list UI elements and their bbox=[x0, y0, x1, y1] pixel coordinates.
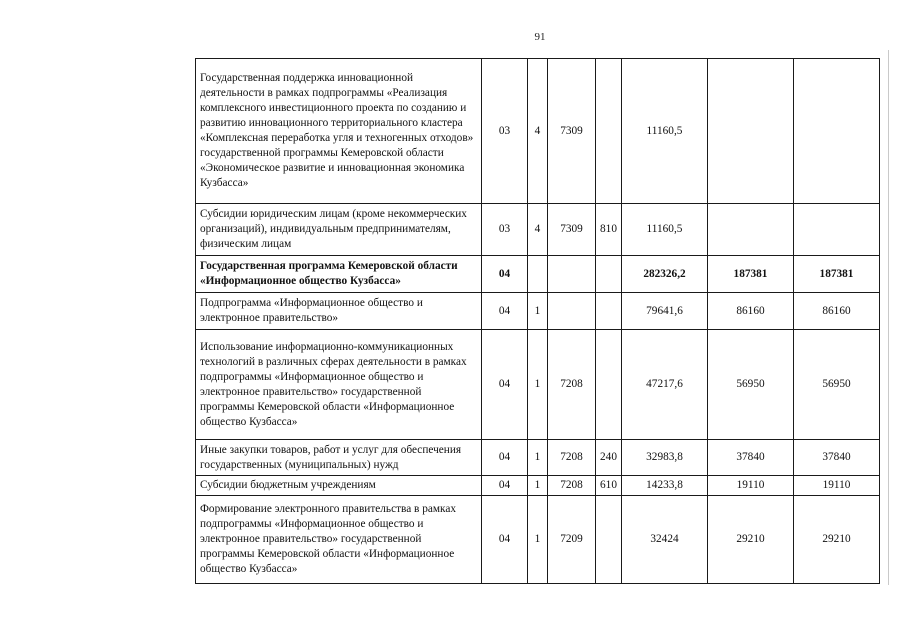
expense-type-code bbox=[596, 293, 622, 330]
amount-year3: 37840 bbox=[794, 440, 880, 476]
program-code: 04 bbox=[482, 330, 528, 440]
subprogram-code: 1 bbox=[528, 440, 548, 476]
budget-table bbox=[195, 58, 880, 584]
row-name: Субсидии бюджетным учреждениям bbox=[196, 476, 482, 496]
table-row bbox=[196, 476, 880, 496]
expense-type-code bbox=[596, 496, 622, 584]
subprogram-code: 4 bbox=[528, 59, 548, 204]
scan-edge-line bbox=[888, 50, 889, 585]
table-row bbox=[196, 496, 880, 584]
amount-year2: 19110 bbox=[708, 476, 794, 496]
subprogram-code: 1 bbox=[528, 293, 548, 330]
amount-year1: 11160,5 bbox=[622, 204, 708, 256]
amount-year2: 29210 bbox=[708, 496, 794, 584]
direction-code: 7309 bbox=[548, 204, 596, 256]
expense-type-code bbox=[596, 256, 622, 293]
direction-code: 7208 bbox=[548, 440, 596, 476]
amount-year2: 86160 bbox=[708, 293, 794, 330]
row-name: Подпрограмма «Информационное общество и электронное правительство» bbox=[196, 293, 482, 330]
program-code: 04 bbox=[482, 476, 528, 496]
expense-type-code bbox=[596, 330, 622, 440]
expense-type-code: 610 bbox=[596, 476, 622, 496]
amount-year1: 14233,8 bbox=[622, 476, 708, 496]
table-row bbox=[196, 59, 880, 204]
row-name: Государственная программа Кемеровской области «Информационное общество Кузбасса» bbox=[196, 256, 482, 293]
amount-year2: 37840 bbox=[708, 440, 794, 476]
table-row bbox=[196, 204, 880, 256]
table-row bbox=[196, 256, 880, 293]
amount-year2 bbox=[708, 59, 794, 204]
subprogram-code: 1 bbox=[528, 476, 548, 496]
row-name: Государственная поддержка инновационной деятельности в рамках подпрограммы «Реализация комплексного инвестиционного проекта по созданию и развитию инновационного территориального кластера «Комплексная переработка угля и техногенных отходов» государственной программы Кемеровской области «Экономическое развитие и инновационная экономика Кузбасса» bbox=[196, 59, 482, 204]
subprogram-code: 4 bbox=[528, 204, 548, 256]
table-row bbox=[196, 293, 880, 330]
amount-year3 bbox=[794, 204, 880, 256]
row-name: Субсидии юридическим лицам (кроме некоммерческих организаций), индивидуальным предпринимателям, физическим лицам bbox=[196, 204, 482, 256]
program-code: 04 bbox=[482, 293, 528, 330]
amount-year1: 282326,2 bbox=[622, 256, 708, 293]
row-name: Формирование электронного правительства в рамках подпрограммы «Информационное общество и электронное правительство» государственной программы Кемеровской области «Информационное общество Кузбасса» bbox=[196, 496, 482, 584]
program-code: 03 bbox=[482, 204, 528, 256]
subprogram-code bbox=[528, 256, 548, 293]
amount-year1: 79641,6 bbox=[622, 293, 708, 330]
page-number: 91 bbox=[534, 31, 546, 43]
expense-type-code: 240 bbox=[596, 440, 622, 476]
amount-year3: 56950 bbox=[794, 330, 880, 440]
row-name: Иные закупки товаров, работ и услуг для обеспечения государственных (муниципальных) нужд bbox=[196, 440, 482, 476]
direction-code: 7208 bbox=[548, 330, 596, 440]
program-code: 04 bbox=[482, 256, 528, 293]
amount-year1: 32424 bbox=[622, 496, 708, 584]
expense-type-code: 810 bbox=[596, 204, 622, 256]
amount-year3: 29210 bbox=[794, 496, 880, 584]
table-row bbox=[196, 440, 880, 476]
direction-code bbox=[548, 256, 596, 293]
amount-year1: 32983,8 bbox=[622, 440, 708, 476]
program-code: 03 bbox=[482, 59, 528, 204]
program-code: 04 bbox=[482, 440, 528, 476]
amount-year3: 187381 bbox=[794, 256, 880, 293]
subprogram-code: 1 bbox=[528, 330, 548, 440]
amount-year2: 187381 bbox=[708, 256, 794, 293]
amount-year3: 19110 bbox=[794, 476, 880, 496]
table-row bbox=[196, 330, 880, 440]
subprogram-code: 1 bbox=[528, 496, 548, 584]
direction-code: 7309 bbox=[548, 59, 596, 204]
amount-year1: 11160,5 bbox=[622, 59, 708, 204]
direction-code: 7208 bbox=[548, 476, 596, 496]
direction-code bbox=[548, 293, 596, 330]
program-code: 04 bbox=[482, 496, 528, 584]
amount-year1: 47217,6 bbox=[622, 330, 708, 440]
expense-type-code bbox=[596, 59, 622, 204]
amount-year2: 56950 bbox=[708, 330, 794, 440]
amount-year3 bbox=[794, 59, 880, 204]
direction-code: 7209 bbox=[548, 496, 596, 584]
row-name: Использование информационно-коммуникационных технологий в различных сферах деятельности в рамках подпрограммы «Информационное общество и электронное правительство» государственной программы Кемеровской области «Информационное общество Кузбасса» bbox=[196, 330, 482, 440]
amount-year2 bbox=[708, 204, 794, 256]
amount-year3: 86160 bbox=[794, 293, 880, 330]
